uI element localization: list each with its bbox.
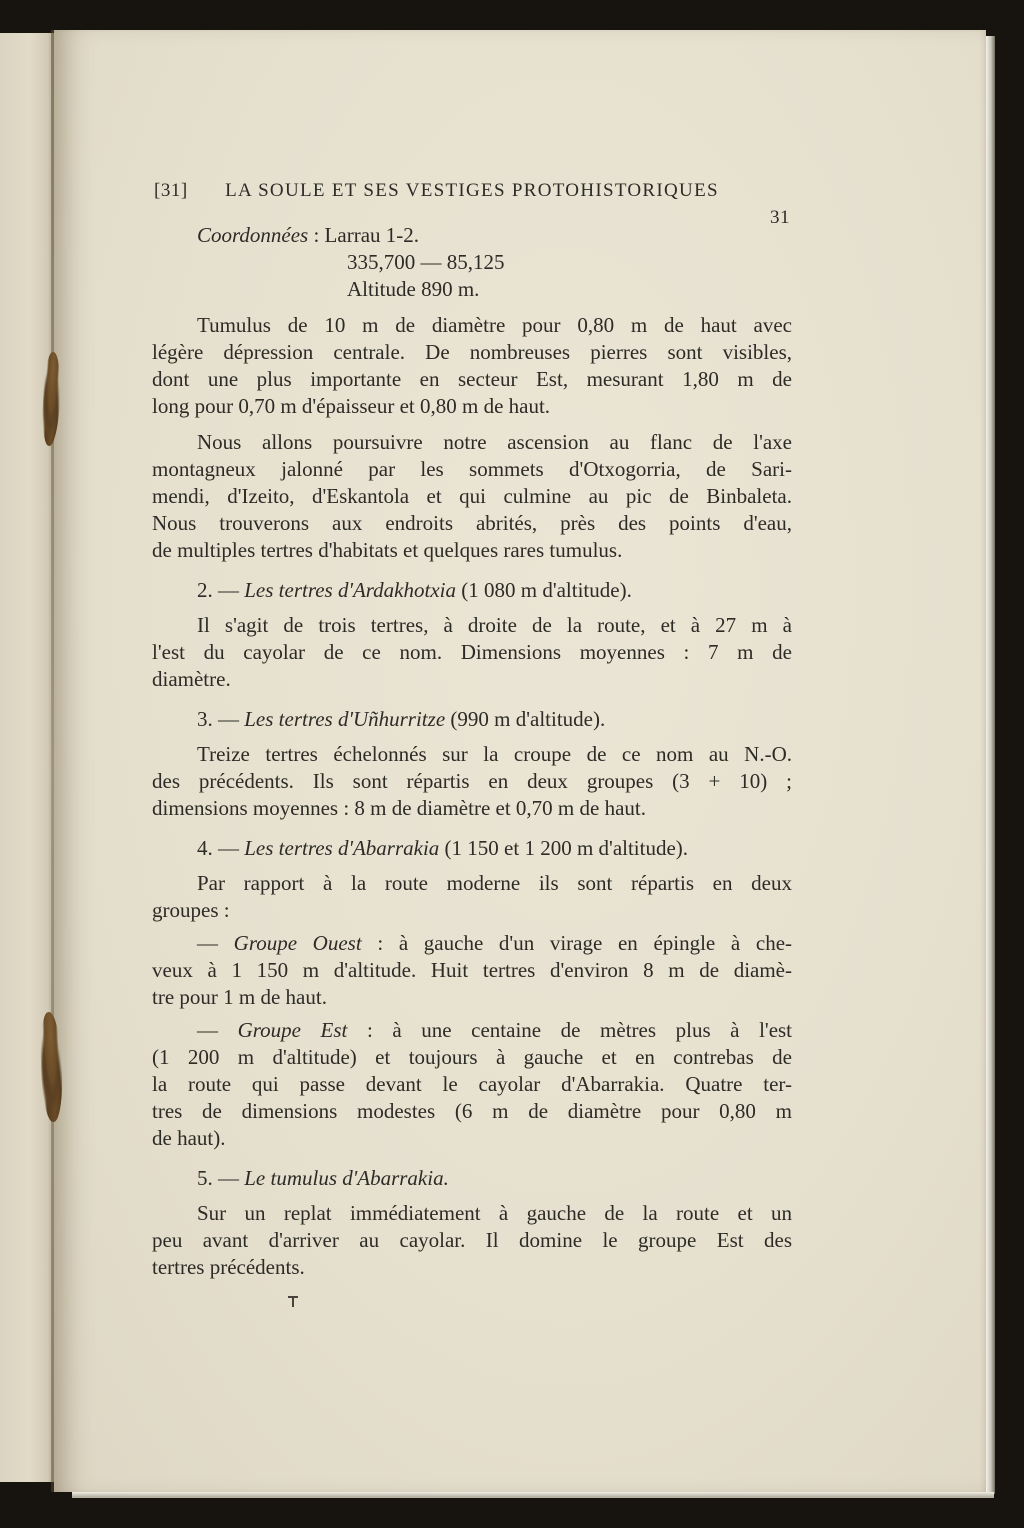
grid-reference: 335,700 — 85,125 (347, 250, 505, 274)
page-text-block (152, 177, 792, 1281)
binding-gutter-crease (51, 30, 54, 1492)
paragraph-line: Sur un replat immédiatement à gauche de la route et un (197, 1201, 792, 1225)
paragraph-tumulus (152, 312, 792, 420)
paragraph-line: Treize tertres échelonnés sur la croupe de ce nom au N.-O. (197, 742, 792, 766)
section-title: Les tertres d'Ardakhotxia (244, 578, 456, 602)
section-heading-3 (152, 706, 792, 733)
paragraph-line: long pour 0,70 m d'épaisseur et 0,80 m de haut. (152, 394, 551, 418)
line-rest: : à gauche d'un virage en épingle à che- (377, 931, 793, 955)
paragraph-line: peu avant d'arriver au cayolar. Il domine le groupe Est des (152, 1228, 792, 1252)
dash: — (197, 931, 218, 955)
groupe-ouest-paragraph (152, 930, 792, 1011)
groupe-est-paragraph (152, 1017, 792, 1152)
paragraph-line: de haut). (152, 1126, 226, 1150)
section-heading-4 (152, 835, 792, 862)
section-title-suffix: (1 150 et 1 200 m d'altitude). (444, 836, 689, 860)
line-rest: : à une centaine de mètres plus à l'est (366, 1018, 793, 1042)
facing-page-sliver (0, 33, 54, 1482)
ink-mark (288, 1296, 298, 1298)
paragraph-line: de multiples tertres d'habitats et quelques rares tumulus. (152, 538, 623, 562)
paragraph-line: (1 200 m d'altitude) et toujours à gauche et en contrebas de (152, 1045, 792, 1069)
section-3-body (152, 741, 792, 822)
citation-number: [31] (154, 180, 188, 201)
coordinates-label: Coordonnées (197, 223, 309, 247)
page-number: 31 (770, 207, 790, 228)
section-number: 3. — (197, 707, 239, 731)
paragraph-line: mendi, d'Izeito, d'Eskantola et qui culmine au pic de Binbaleta. (152, 484, 792, 508)
paragraph-line: tre pour 1 m de haut. (152, 985, 327, 1009)
paragraph-line: Tumulus de 10 m de diamètre pour 0,80 m de haut avec (197, 313, 792, 337)
altitude: Altitude 890 m. (347, 277, 480, 301)
page-edge-bottom (72, 1492, 994, 1498)
paragraph-line: dont une plus importante en secteur Est, mesurant 1,80 m de (152, 367, 792, 391)
paragraph-line (152, 930, 792, 957)
section-4-intro (152, 870, 792, 924)
section-number: 5. — (197, 1166, 239, 1190)
section-2-body (152, 612, 792, 693)
paragraph-line: la route qui passe devant le cayolar d'Abarrakia. Quatre ter- (152, 1072, 792, 1096)
section-number: 2. — (197, 578, 239, 602)
page-edge-right (986, 36, 995, 1494)
dash: — (197, 1018, 218, 1042)
section-heading-2 (152, 577, 792, 604)
paragraph-line: dimensions moyennes : 8 m de diamètre et 0,70 m de haut. (152, 796, 646, 820)
paragraph-line: l'est du cayolar de ce nom. Dimensions moyennes : 7 m de (152, 640, 792, 664)
section-title: Les tertres d'Abarrakia (244, 836, 440, 860)
group-label: Groupe Est (237, 1018, 348, 1042)
paragraph-line: groupes : (152, 898, 230, 922)
section-title-suffix: (990 m d'altitude). (450, 707, 606, 731)
paragraph-line: Nous allons poursuivre notre ascension au flanc de l'axe (197, 430, 792, 454)
running-title: LA SOULE ET SES VESTIGES PROTOHISTORIQUES (225, 180, 719, 201)
paragraph-line: veux à 1 150 m d'altitude. Huit tertres d'environ 8 m de diamè- (152, 958, 792, 982)
paragraph-line: Il s'agit de trois tertres, à droite de la route, et à 27 m à (197, 613, 792, 637)
group-label: Groupe Ouest (233, 931, 362, 955)
section-number: 4. — (197, 836, 239, 860)
section-title: Les tertres d'Uñhurritze (244, 707, 446, 731)
paragraph-line: tres de dimensions modestes (6 m de diamètre pour 0,80 m (152, 1099, 792, 1123)
coordinates-block (152, 222, 792, 303)
coordinates-line (152, 222, 792, 249)
coordinates-value: : Larrau 1-2. (313, 223, 420, 247)
paragraph-line: Nous trouverons aux endroits abrités, près des points d'eau, (152, 511, 792, 535)
paragraph-line: montagneux jalonné par les sommets d'Otxogorria, de Sari- (152, 457, 792, 481)
paragraph-line: Par rapport à la route moderne ils sont répartis en deux (197, 871, 792, 895)
section-title-suffix: (1 080 m d'altitude). (461, 578, 632, 602)
section-5-body (152, 1200, 792, 1281)
section-heading-5 (152, 1165, 792, 1192)
section-title: Le tumulus d'Abarrakia. (244, 1166, 449, 1190)
paragraph-ascension (152, 429, 792, 564)
paragraph-line (152, 1017, 792, 1044)
running-header (152, 177, 792, 228)
paragraph-line: légère dépression centrale. De nombreuses pierres sont visibles, (152, 340, 792, 364)
paragraph-line: tertres précédents. (152, 1255, 305, 1279)
paragraph-line: des précédents. Ils sont répartis en deux groupes (3 + 10) ; (152, 769, 792, 793)
paragraph-line: diamètre. (152, 667, 231, 691)
